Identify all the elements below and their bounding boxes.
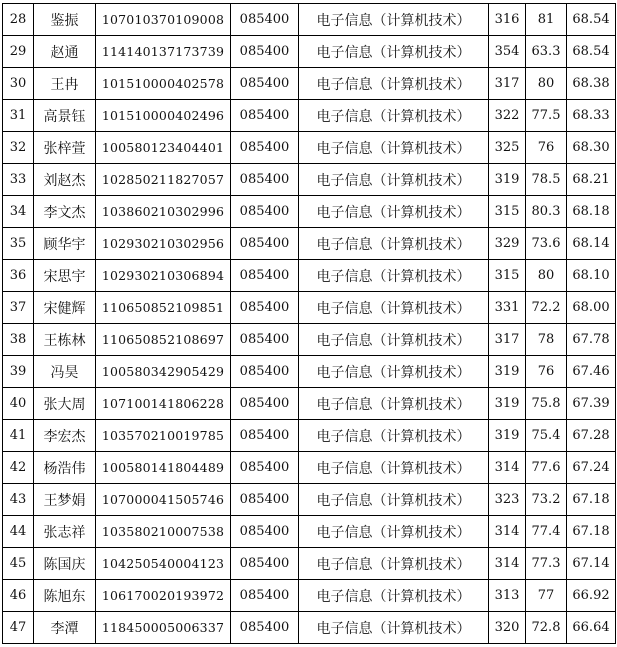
- student-name-cell: 张志祥: [34, 516, 96, 548]
- major-name-cell: 电子信息（计算机技术）: [299, 420, 489, 452]
- retest-score-cell: 76: [526, 132, 567, 164]
- student-name-cell: 张大周: [34, 388, 96, 420]
- exam-id-cell: 101510000402578: [96, 68, 231, 100]
- major-code-cell: 085400: [231, 388, 299, 420]
- major-code-cell: 085400: [231, 36, 299, 68]
- exam-id-cell: 106170020193972: [96, 580, 231, 612]
- major-code-cell: 085400: [231, 260, 299, 292]
- table-row: [3, 612, 616, 644]
- major-code-cell: 085400: [231, 292, 299, 324]
- exam-id-cell: 107010370109008: [96, 4, 231, 36]
- exam-id-cell: 100580123404401: [96, 132, 231, 164]
- exam-id-cell: 103860210302996: [96, 196, 231, 228]
- student-name-cell: 张梓萱: [34, 132, 96, 164]
- major-name-cell: 电子信息（计算机技术）: [299, 292, 489, 324]
- row-number-cell: 36: [3, 260, 34, 292]
- table-row: [3, 484, 616, 516]
- row-number-cell: 35: [3, 228, 34, 260]
- row-number-cell: 47: [3, 612, 34, 644]
- initial-exam-score-cell: 319: [489, 420, 526, 452]
- student-name-cell: 顾华宇: [34, 228, 96, 260]
- row-number-cell: 28: [3, 4, 34, 36]
- initial-exam-score-cell: 325: [489, 132, 526, 164]
- exam-id-cell: 100580342905429: [96, 356, 231, 388]
- exam-id-cell: 107100141806228: [96, 388, 231, 420]
- major-code-cell: 085400: [231, 132, 299, 164]
- table-row: [3, 4, 616, 36]
- row-number-cell: 29: [3, 36, 34, 68]
- initial-exam-score-cell: 314: [489, 452, 526, 484]
- initial-exam-score-cell: 314: [489, 516, 526, 548]
- initial-exam-score-cell: 331: [489, 292, 526, 324]
- row-number-cell: 42: [3, 452, 34, 484]
- student-name-cell: 鉴振: [34, 4, 96, 36]
- major-code-cell: 085400: [231, 68, 299, 100]
- student-name-cell: 宋健辉: [34, 292, 96, 324]
- major-code-cell: 085400: [231, 356, 299, 388]
- total-score-cell: 67.39: [567, 388, 616, 420]
- major-code-cell: 085400: [231, 484, 299, 516]
- table-row: [3, 548, 616, 580]
- retest-score-cell: 80: [526, 260, 567, 292]
- major-name-cell: 电子信息（计算机技术）: [299, 68, 489, 100]
- major-name-cell: 电子信息（计算机技术）: [299, 4, 489, 36]
- total-score-cell: 68.10: [567, 260, 616, 292]
- total-score-cell: 67.78: [567, 324, 616, 356]
- major-code-cell: 085400: [231, 420, 299, 452]
- initial-exam-score-cell: 354: [489, 36, 526, 68]
- initial-exam-score-cell: 319: [489, 356, 526, 388]
- exam-id-cell: 100580141804489: [96, 452, 231, 484]
- table-row: [3, 420, 616, 452]
- student-name-cell: 王梦娟: [34, 484, 96, 516]
- major-code-cell: 085400: [231, 580, 299, 612]
- major-code-cell: 085400: [231, 164, 299, 196]
- major-name-cell: 电子信息（计算机技术）: [299, 324, 489, 356]
- total-score-cell: 67.46: [567, 356, 616, 388]
- table-row: [3, 68, 616, 100]
- table-row: [3, 324, 616, 356]
- row-number-cell: 33: [3, 164, 34, 196]
- row-number-cell: 46: [3, 580, 34, 612]
- major-code-cell: 085400: [231, 196, 299, 228]
- initial-exam-score-cell: 323: [489, 484, 526, 516]
- student-name-cell: 宋思宇: [34, 260, 96, 292]
- row-number-cell: 39: [3, 356, 34, 388]
- initial-exam-score-cell: 316: [489, 4, 526, 36]
- retest-score-cell: 77.4: [526, 516, 567, 548]
- row-number-cell: 43: [3, 484, 34, 516]
- retest-score-cell: 73.2: [526, 484, 567, 516]
- table-row: [3, 452, 616, 484]
- total-score-cell: 68.00: [567, 292, 616, 324]
- retest-score-cell: 77: [526, 580, 567, 612]
- total-score-cell: 68.14: [567, 228, 616, 260]
- student-name-cell: 高景钰: [34, 100, 96, 132]
- major-code-cell: 085400: [231, 4, 299, 36]
- major-code-cell: 085400: [231, 452, 299, 484]
- initial-exam-score-cell: 317: [489, 68, 526, 100]
- total-score-cell: 68.33: [567, 100, 616, 132]
- row-number-cell: 38: [3, 324, 34, 356]
- major-code-cell: 085400: [231, 100, 299, 132]
- retest-score-cell: 72.2: [526, 292, 567, 324]
- retest-score-cell: 80.3: [526, 196, 567, 228]
- retest-score-cell: 73.6: [526, 228, 567, 260]
- major-name-cell: 电子信息（计算机技术）: [299, 388, 489, 420]
- exam-id-cell: 103580210007538: [96, 516, 231, 548]
- admission-table: [2, 3, 616, 644]
- major-name-cell: 电子信息（计算机技术）: [299, 452, 489, 484]
- major-name-cell: 电子信息（计算机技术）: [299, 260, 489, 292]
- retest-score-cell: 81: [526, 4, 567, 36]
- initial-exam-score-cell: 322: [489, 100, 526, 132]
- table-row: [3, 356, 616, 388]
- major-code-cell: 085400: [231, 516, 299, 548]
- initial-exam-score-cell: 315: [489, 260, 526, 292]
- total-score-cell: 67.28: [567, 420, 616, 452]
- student-name-cell: 李潭: [34, 612, 96, 644]
- student-name-cell: 李文杰: [34, 196, 96, 228]
- major-name-cell: 电子信息（计算机技术）: [299, 516, 489, 548]
- table-row: [3, 516, 616, 548]
- student-name-cell: 陈国庆: [34, 548, 96, 580]
- row-number-cell: 41: [3, 420, 34, 452]
- initial-exam-score-cell: 313: [489, 580, 526, 612]
- table-row: [3, 580, 616, 612]
- major-name-cell: 电子信息（计算机技术）: [299, 548, 489, 580]
- exam-id-cell: 114140137173739: [96, 36, 231, 68]
- major-code-cell: 085400: [231, 612, 299, 644]
- exam-id-cell: 118450005006337: [96, 612, 231, 644]
- row-number-cell: 37: [3, 292, 34, 324]
- retest-score-cell: 78.5: [526, 164, 567, 196]
- initial-exam-score-cell: 317: [489, 324, 526, 356]
- retest-score-cell: 78: [526, 324, 567, 356]
- initial-exam-score-cell: 329: [489, 228, 526, 260]
- student-name-cell: 杨浩伟: [34, 452, 96, 484]
- major-name-cell: 电子信息（计算机技术）: [299, 484, 489, 516]
- retest-score-cell: 63.3: [526, 36, 567, 68]
- row-number-cell: 45: [3, 548, 34, 580]
- retest-score-cell: 75.8: [526, 388, 567, 420]
- table-body: [3, 4, 616, 644]
- exam-id-cell: 102930210302956: [96, 228, 231, 260]
- retest-score-cell: 77.6: [526, 452, 567, 484]
- student-name-cell: 陈旭东: [34, 580, 96, 612]
- major-name-cell: 电子信息（计算机技术）: [299, 580, 489, 612]
- total-score-cell: 68.54: [567, 4, 616, 36]
- table-row: [3, 228, 616, 260]
- major-name-cell: 电子信息（计算机技术）: [299, 164, 489, 196]
- total-score-cell: 67.24: [567, 452, 616, 484]
- retest-score-cell: 77.5: [526, 100, 567, 132]
- total-score-cell: 68.54: [567, 36, 616, 68]
- table-row: [3, 260, 616, 292]
- table-row: [3, 132, 616, 164]
- retest-score-cell: 72.8: [526, 612, 567, 644]
- major-code-cell: 085400: [231, 548, 299, 580]
- student-name-cell: 王栋林: [34, 324, 96, 356]
- row-number-cell: 44: [3, 516, 34, 548]
- major-name-cell: 电子信息（计算机技术）: [299, 132, 489, 164]
- row-number-cell: 34: [3, 196, 34, 228]
- exam-id-cell: 101510000402496: [96, 100, 231, 132]
- row-number-cell: 32: [3, 132, 34, 164]
- table-row: [3, 388, 616, 420]
- major-name-cell: 电子信息（计算机技术）: [299, 196, 489, 228]
- exam-id-cell: 110650852108697: [96, 324, 231, 356]
- major-name-cell: 电子信息（计算机技术）: [299, 100, 489, 132]
- total-score-cell: 66.64: [567, 612, 616, 644]
- table-row: [3, 292, 616, 324]
- retest-score-cell: 76: [526, 356, 567, 388]
- total-score-cell: 68.21: [567, 164, 616, 196]
- major-name-cell: 电子信息（计算机技术）: [299, 228, 489, 260]
- major-code-cell: 085400: [231, 324, 299, 356]
- student-name-cell: 王冉: [34, 68, 96, 100]
- initial-exam-score-cell: 319: [489, 388, 526, 420]
- total-score-cell: 67.18: [567, 484, 616, 516]
- total-score-cell: 66.92: [567, 580, 616, 612]
- exam-id-cell: 110650852109851: [96, 292, 231, 324]
- exam-id-cell: 102850211827057: [96, 164, 231, 196]
- student-name-cell: 李宏杰: [34, 420, 96, 452]
- student-name-cell: 刘赵杰: [34, 164, 96, 196]
- table-row: [3, 164, 616, 196]
- initial-exam-score-cell: 315: [489, 196, 526, 228]
- total-score-cell: 68.38: [567, 68, 616, 100]
- retest-score-cell: 75.4: [526, 420, 567, 452]
- initial-exam-score-cell: 320: [489, 612, 526, 644]
- exam-id-cell: 107000041505746: [96, 484, 231, 516]
- major-name-cell: 电子信息（计算机技术）: [299, 612, 489, 644]
- total-score-cell: 68.30: [567, 132, 616, 164]
- row-number-cell: 40: [3, 388, 34, 420]
- initial-exam-score-cell: 314: [489, 548, 526, 580]
- row-number-cell: 31: [3, 100, 34, 132]
- major-name-cell: 电子信息（计算机技术）: [299, 356, 489, 388]
- table-row: [3, 196, 616, 228]
- exam-id-cell: 103570210019785: [96, 420, 231, 452]
- exam-id-cell: 102930210306894: [96, 260, 231, 292]
- table-row: [3, 36, 616, 68]
- total-score-cell: 67.18: [567, 516, 616, 548]
- table-row: [3, 100, 616, 132]
- retest-score-cell: 77.3: [526, 548, 567, 580]
- student-name-cell: 冯昊: [34, 356, 96, 388]
- exam-id-cell: 104250540004123: [96, 548, 231, 580]
- total-score-cell: 68.18: [567, 196, 616, 228]
- student-name-cell: 赵通: [34, 36, 96, 68]
- major-code-cell: 085400: [231, 228, 299, 260]
- row-number-cell: 30: [3, 68, 34, 100]
- initial-exam-score-cell: 319: [489, 164, 526, 196]
- major-name-cell: 电子信息（计算机技术）: [299, 36, 489, 68]
- retest-score-cell: 80: [526, 68, 567, 100]
- total-score-cell: 67.14: [567, 548, 616, 580]
